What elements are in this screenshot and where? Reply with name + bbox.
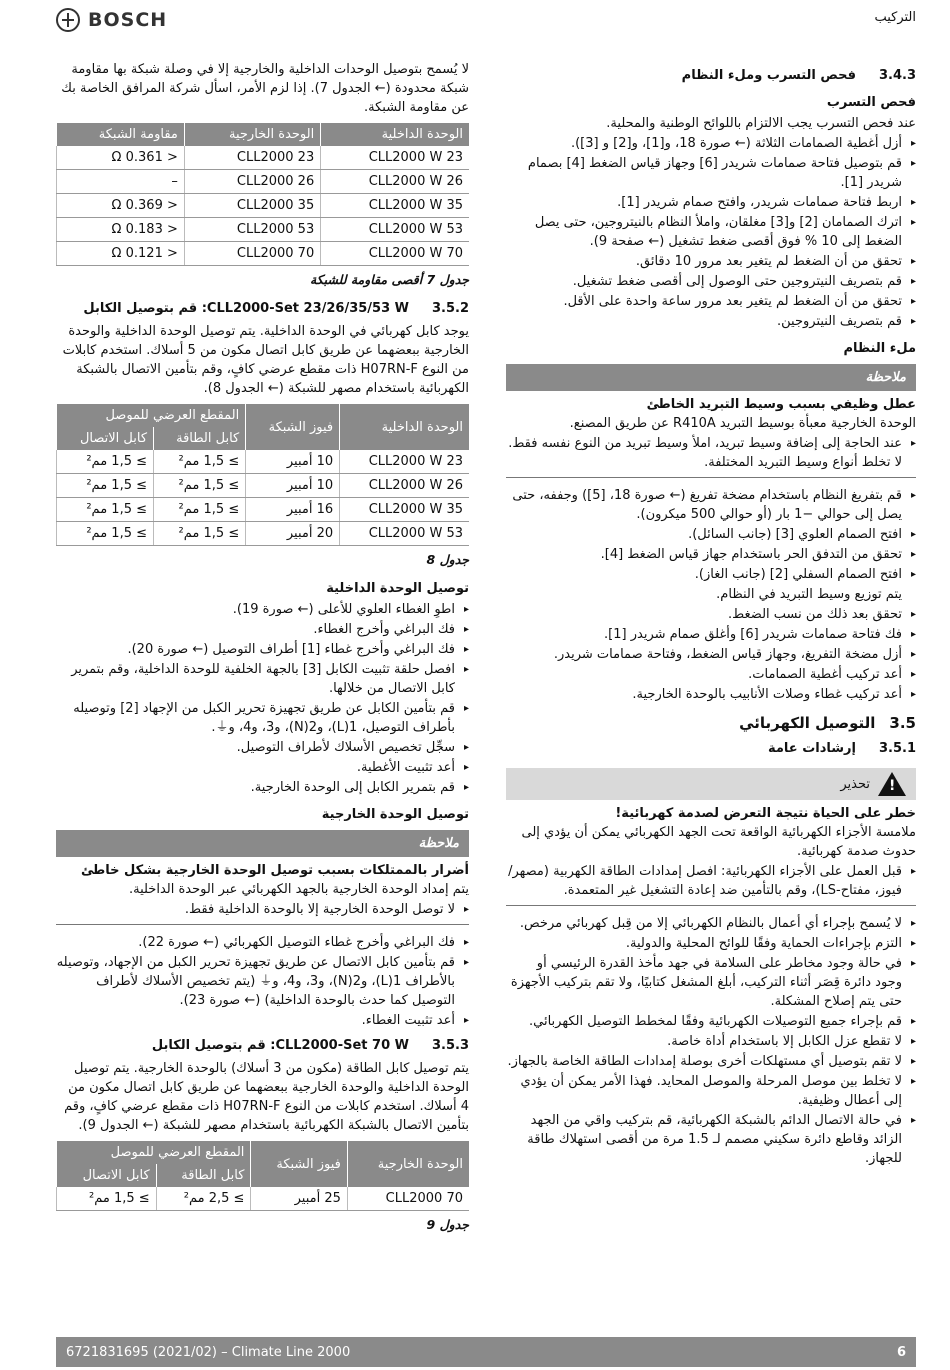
list-item: ▸ قم بتمرير الكابل إلى الوحدة الخارجية. (56, 778, 455, 797)
leak-test-intro: عند فحص التسرب يجب الالتزام باللوائح الوطنية والمحلية. (606, 116, 916, 131)
fill-system-title: ملء النظام (843, 341, 916, 356)
list-item: ▸ أزل مضخة التفريغ، وجهاز قياس الضغط، وفتاحة صمامات شريدر. (506, 645, 902, 664)
indoor-title: توصيل الوحدة الداخلية (326, 581, 469, 596)
warning-label: تحذير (840, 776, 870, 792)
outdoor-title: توصيل الوحدة الخارجية (321, 807, 469, 822)
list-item: يتم توزيع وسيط التبريد في النظام. (716, 587, 902, 602)
list-item: ▸ أزل أغطية الصمامات الثلاثة (← صورة 18، و[1]، و[2] و [3]). (506, 134, 902, 153)
table-9-caption: جدول 9 (426, 1217, 469, 1232)
list-item: ▸ قم بتصريف النيتروجين. (506, 312, 902, 331)
note-text: الوحدة الخارجية معبأة بوسيط التبريد R410A عن طريق المصنع. (569, 416, 916, 431)
warning-bar (506, 768, 916, 800)
left-column (56, 60, 469, 1244)
table-row: CLL2000 W 23 10 أمبير ≥ 1,5 مم² ≥ 1,5 مم² (57, 450, 470, 474)
list-item: ▸ قم بتصريف النيتروجين حتى الوصول إلى أقصى ضغط تشغيل. (506, 272, 902, 291)
note-text: يتم إمداد الوحدة الخارجية بالجهد الكهربائي عبر الوحدة الداخلية. (128, 882, 469, 897)
list-item: ▸ قم بتوصيل فتاحة صمامات شريدر [6] وجهاز قياس الضغط [4] بصمام شريدر [1]. (506, 154, 902, 192)
footer (56, 1337, 916, 1367)
table-row: CLL2000 W 26 CLL2000 26 – (57, 170, 470, 194)
list-item: ▸ لا يُسمح بإجراء أي أعمال بالنظام الكهربائي إلا من قِبل كهربائي مرخص. (506, 914, 902, 933)
leak-test-title: فحص التسرب (826, 95, 916, 110)
warning-title: خطر على الحياة نتيجة التعرض لصدمة كهربائية! (615, 806, 916, 821)
table-header: الوحدة الخارجية (184, 123, 320, 146)
list-item: ▸ لا توصل الوحدة الخارجية إلا بالوحدة الداخلية فقط. (56, 900, 455, 919)
list-item: ▸ سجِّل تخصيص الأسلاك لأطراف التوصيل. (56, 738, 455, 757)
table-header: الوحدة الداخلية (321, 123, 469, 146)
list-item: ▸ قم بتأمين كابل الاتصال عن طريق تجهيزة تحرير الكبل من الإجهاد، وتوصيله بالأطراف 1(L)، و2(N)، و3، و4، و⏚ (يتم تخصيص الأسلاك لأطراف التوصيل كما حدث بالوحدة الداخلية) (← صورة 23). (56, 953, 455, 1010)
list-item: ▸ عند الحاجة إلى إضافة وسيط تبريد، املأ وسيط تبريد من النوع نفسه فقط. لا تخلط أنواع وسيط التبريد المختلفة. (506, 434, 902, 472)
note-title: أضرار بالممتلكات بسبب توصيل الوحدة الخارجية بشكل خاطئ (81, 863, 469, 878)
list-item: ▸ تحقق من أن الضغط لم يتغير بعد مرور 10 دقائق. (506, 252, 902, 271)
list-item: ▸ قم بتفريغ النظام باستخدام مضخة تفريغ (← صورة 18، [5]) وجففه، حتى يصل إلى حوالي −1 بار (أو حوالي 500 ميكرون). (506, 486, 902, 524)
list-item: ▸ فك فتاحة صمامات شريدر [6] وأغلق صمام شريدر [1]. (506, 625, 902, 644)
section-text: يتم توصيل كابل الطاقة (مكون من 3 أسلاك) بالوحدة الخارجية. يتم توصيل الوحدة الداخلية والوحدة الخارجية ببعضهما عن طريق كابل اتصال مكون من 4 أسلاك. استخدم كابلات من النوع H07RN-F ذات مقطع عرضي كافٍ، وقم بتأمين الاتصال بالشبكة الكهربائية باستخدام مصهر للشبكة (← الجدول 9). (64, 1061, 469, 1133)
list-item: ▸ في حالة وجود مخاطر على السلامة في جهد مأخذ القدرة الرئيسي أو وجود دائرة قِصَر أثناء التركيب، أبلغ المشغل كتابيًا، ولا تقم بتركيب الأجهزة حتى يتم إصلاح المشكلة. (506, 954, 902, 1011)
list-item: ▸ أعد تركيب غطاء وصلات الأنابيب بالوحدة الخارجية. (506, 685, 902, 704)
heading-3-5-2: 3.5.2 CLL2000-Set 23/26/35/53 W: قم بتوصيل الكابل (83, 301, 469, 316)
list-item: ▸ فك البراغي وأخرج الغطاء. (56, 620, 455, 639)
table-row: CLL2000 W 53 20 أمبير ≥ 1,5 مم² ≥ 1,5 مم² (57, 522, 470, 546)
list-item: ▸ في حالة الاتصال الدائم بالشبكة الكهربائية، قم بتركيب واقي من الجهد الزائد وقاطع دائرة سكيني مصمم لـ 1.5 مرة من أقصى استهلاك طاقة للجهاز. (506, 1111, 902, 1168)
list-item: ▸ فك البراغي وأخرج غطاء [1] أطراف التوصيل (← صورة 20). (56, 640, 455, 659)
table-row: CLL2000 W 35 CLL2000 35 < 0.369 Ω (57, 194, 470, 218)
leak-test-list (506, 134, 916, 331)
note-title: عطل وظيفي بسبب وسيط التبريد الخاطئ (646, 397, 916, 412)
list-item: ▸ تحقق من التدفق الحر باستخدام جهاز قياس الضغط [4]. (506, 545, 902, 564)
list-item: ▸ لا تقم بتوصيل أي مستهلكات أخرى بوصلة إمدادات الطاقة الخاصة بالجهاز. (506, 1052, 902, 1071)
table-9: الوحدة الخارجية فيوز الشبكة المقطع العرضي للموصل كابل الطاقة كابل الاتصال CLL2000 70 25 أمبير ≥ 2,5 مم² ≥ 1,5 مم² (56, 1141, 469, 1211)
section-text: يوجد كابل كهربائي في الوحدة الداخلية. يتم توصيل الوحدة الداخلية والوحدة الخارجية ببعضهما عن طريق كابل اتصال مكون من 5 أسلاك. استخدم كابلات من النوع H07RN-F ذات مقطع عرضي كافٍ، وقم بتأمين الاتصال بالشبكة الكهربائية باستخدام مصهر للشبكة (← الجدول 8). (62, 324, 469, 396)
warning-text: ملامسة الأجزاء الكهربائية الواقعة تحت الجهد الكهربائي يمكن أن يؤدي إلى حدوث صدمة كهربائية. (521, 825, 916, 859)
list-item: ▸ أعد تثبيت الأغطية. (56, 758, 455, 777)
general-list (506, 914, 916, 1168)
list-item: ▸ التزم بإجراءات الحماية وفقًا للوائح المحلية والدولية. (506, 934, 902, 953)
refrigerant-note (506, 395, 916, 478)
heading-3-5-1: 3.5.1 إرشادات عامة (767, 741, 916, 756)
note-bar: ملاحظة (506, 364, 916, 391)
heading-3-5: 3.5 التوصيل الكهربائي (739, 714, 916, 732)
list-item: ▸ افتح الصمام السفلي [2] (جانب الغاز). (506, 565, 902, 584)
table-8-caption: جدول 8 (426, 552, 469, 567)
list-item: ▸ قبل العمل على الأجزاء الكهربائية: افصل إمدادات الطاقة الكهربية (مصهر/فيوز، مفتاح-LS)، وقم بالتأمين ضد إعادة التشغيل غير المتعمدة. (506, 862, 902, 900)
heading-3-4-3: 3.4.3 فحص التسرب وملء النظام (681, 68, 916, 83)
list-item: ▸ اترك الصمامان [2] و[3] مغلقان، واملأ النظام بالنيتروجين، حتى يصل الضغط إلى 10 % فوق أقصى ضغط تشغيل (← صفحة 9). (506, 213, 902, 251)
list-item: ▸ افتح الصمام العلوي [3] (جانب السائل). (506, 525, 902, 544)
table-row: CLL2000 W 26 10 أمبير ≥ 1,5 مم² ≥ 1,5 مم² (57, 474, 470, 498)
list-item: ▸ فك البراغي وأخرج غطاء التوصيل الكهربائي (← صورة 22). (56, 933, 455, 952)
list-item: ▸ قم بتأمين الكابل عن طريق تجهيزة تحرير الكبل من الإجهاد [2] وتوصيله بأطراف التوصيل، 1(L)، و2(N)، و3، و4، و⏚. (56, 699, 455, 737)
table-row: CLL2000 W 35 16 أمبير ≥ 1,5 مم² ≥ 1,5 مم² (57, 498, 470, 522)
table-8: الوحدة الداخلية فيوز الشبكة المقطع العرضي للموصل كابل الطاقة كابل الاتصال CLL2000 W 23 10 أمبير ≥ 1,5 مم² ≥ 1,5 مم² CLL2000 W 26 10 أمبير ≥ 1,5 مم² ≥ 1,5 مم² CLL2000 W 35 16 أمبير ≥ 1,5 مم² ≥ 1,5 مم² CLL2000 W 53 20 أمبير ≥ 1,5 مم² ≥ 1,5 مم² (56, 404, 469, 546)
heading-3-5-3: 3.5.3 CLL2000-Set 70 W: قم بتوصيل الكابل (151, 1038, 469, 1053)
table-row: CLL2000 W 70 CLL2000 70 < 0.121 Ω (57, 242, 470, 266)
list-item: ▸ اطوِ الغطاء العلوي للأعلى (← صورة 19). (56, 600, 455, 619)
list-item: ▸ افصل حلقة تثبيت الكابل [3] بالجهة الخلفية للوحدة الداخلية، وقم بتمرير كابل الاتصال من خلالها. (56, 660, 455, 698)
outdoor-list (56, 933, 469, 1030)
section-title: التركيب (874, 10, 916, 25)
table-header: مقاومة الشبكة (57, 123, 185, 146)
table-row: CLL2000 70 25 أمبير ≥ 2,5 مم² ≥ 1,5 مم² (57, 1187, 470, 1211)
note-bar: ملاحظة (56, 830, 469, 857)
list-item: ▸ لا تخلط بين موصل المرحلة والموصل المحايد. فهذا الأمر يمكن أن يؤدي إلى أعطال وظيفية. (506, 1072, 902, 1110)
list-item: ▸ اربط فتاحة صمامات شريدر، وافتح صمام شريدر [1]. (506, 193, 902, 212)
outdoor-note (56, 861, 469, 925)
page-number: 6 (896, 1344, 906, 1360)
table-7-caption: جدول 7 أقصى مقاومة للشبكة (310, 272, 469, 287)
warning-triangle-icon: ! (878, 772, 906, 796)
fill-list (506, 486, 916, 704)
footer-doc: 6721831695 (2021/02) – Climate Line 2000 (66, 1344, 351, 1360)
intro-text: لا يُسمح بتوصيل الوحدات الداخلية والخارجية إلا في وصلة شبكة بها مقاومة شبكة محدودة (← الجدول 7). إذا لزم الأمر، اسأل شركة المرافق الخاصة بك عن مقاومة الشبكة. (61, 62, 469, 115)
bosch-logo (56, 8, 167, 32)
list-item: ▸ لا تقطع عزل الكابل إلا باستخدام أداة خاصة. (506, 1032, 902, 1051)
list-item: ▸ قم بإجراء جميع التوصيلات الكهربائية وفقًا لمخطط التوصيل الكهربائي. (506, 1012, 902, 1031)
right-column (506, 60, 916, 1169)
table-7 (56, 123, 469, 266)
table-row: CLL2000 W 23 CLL2000 23 < 0.361 Ω (57, 146, 470, 170)
list-item: ▸ أعد تثبيت الغطاء. (56, 1011, 455, 1030)
list-item: ▸ تحقق من أن الضغط لم يتغير بعد مرور ساعة واحدة على الأقل. (506, 292, 902, 311)
list-item: ▸ أعد تركيب أغطية الصمامات. (506, 665, 902, 684)
warning-block (506, 804, 916, 906)
indoor-list (56, 600, 469, 797)
table-row: CLL2000 W 53 CLL2000 53 < 0.183 Ω (57, 218, 470, 242)
brand-name: BOSCH (88, 9, 168, 31)
bosch-armature-icon (56, 8, 80, 32)
list-item: ▸ تحقق بعد ذلك من نسب الضغط. (506, 605, 902, 624)
